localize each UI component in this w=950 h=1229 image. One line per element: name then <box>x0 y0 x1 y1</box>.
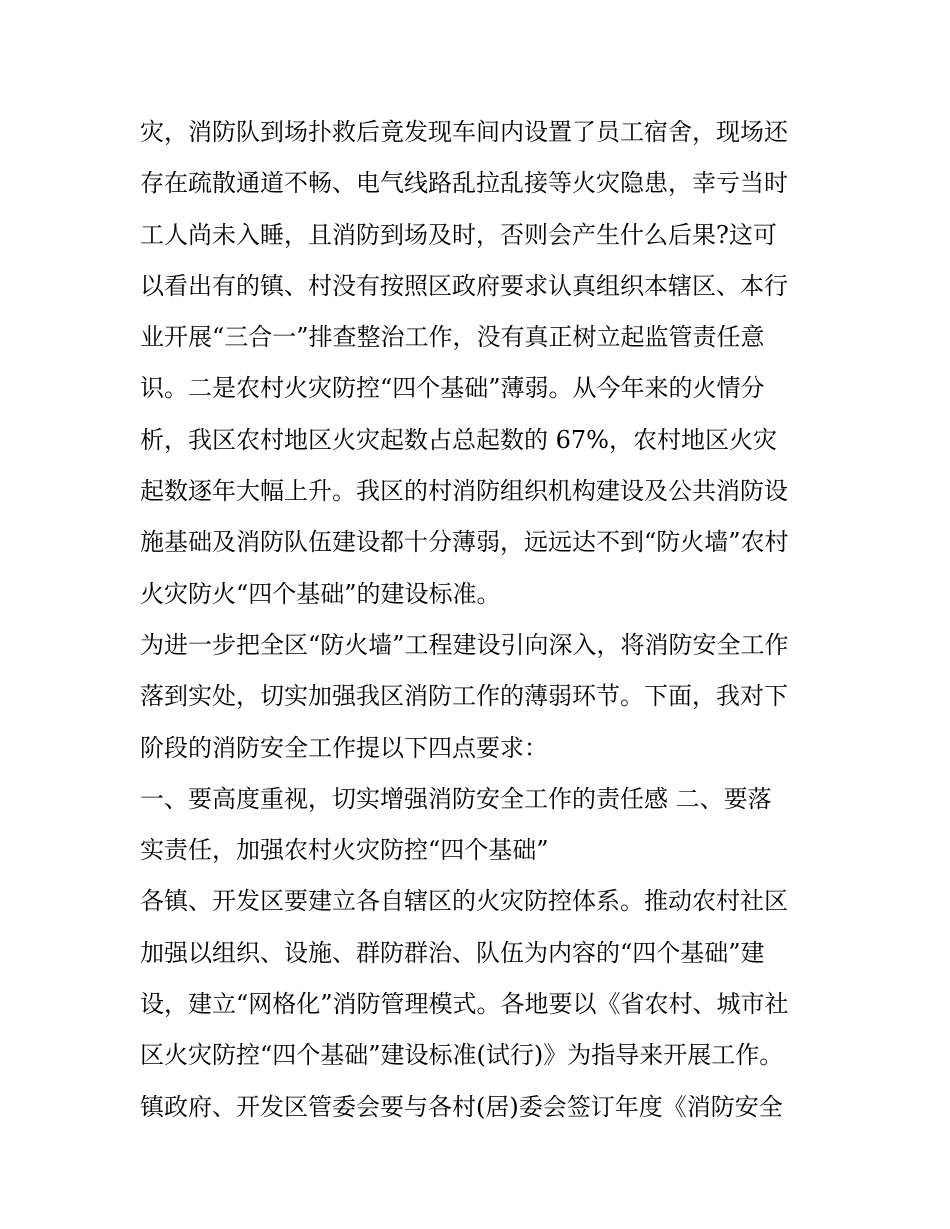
text-line: 存在疏散通道不畅、电气线路乱拉乱接等火灾隐患，幸亏当时 <box>140 169 788 198</box>
text-line: 以看出有的镇、村没有按照区政府要求认真组织本辖区、本行 <box>140 271 788 300</box>
text-line: 设，建立“网格化”消防管理模式。各地要以《省农村、城市社 <box>140 990 789 1019</box>
document-body <box>140 107 820 1133</box>
text-line: 各镇、开发区要建立各自辖区的火灾防控体系。推动农村社区 <box>140 887 788 916</box>
text-line: 工人尚未入睡，且消防到场及时，否则会产生什么后果?这可 <box>140 220 777 249</box>
text-line: 识。二是农村火灾防控“四个基础”薄弱。从今年来的火情分 <box>140 374 765 403</box>
text-line: 业开展“三合一”排查整治工作，没有真正树立起监管责任意 <box>140 323 765 352</box>
text-line: 镇政府、开发区管委会要与各村(居)委会签订年度《消防安全 <box>140 1092 783 1121</box>
text-line: 一、要高度重视，切实增强消防安全工作的责任感 二、要落 <box>140 784 772 813</box>
text-line: 火灾防火“四个基础”的建设标准。 <box>140 579 501 608</box>
text-line: 灾，消防队到场扑救后竟发现车间内设置了员工宿舍，现场还 <box>140 118 788 146</box>
text-line: 为进一步把全区“防火墙”工程建设引向深入，将消防安全工作 <box>140 630 789 659</box>
text-line: 起数逐年大幅上升。我区的村消防组织机构建设及公共消防设 <box>140 477 788 506</box>
text-line: 施基础及消防队伍建设都十分薄弱，远远达不到“防火墙”农村 <box>140 528 789 557</box>
text-line: 阶段的消防安全工作提以下四点要求： <box>140 733 548 762</box>
text-line: 落到实处，切实加强我区消防工作的薄弱环节。下面，我对下 <box>140 682 788 711</box>
text-line: 实责任，加强农村火灾防控“四个基础” <box>140 836 549 865</box>
text-line: 析，我区农村地区火灾起数占总起数的 67%，农村地区火灾 <box>140 425 777 454</box>
text-line: 加强以组织、设施、群防群治、队伍为内容的“四个基础”建 <box>140 938 765 967</box>
text-line: 区火灾防控“四个基础”建设标准(试行)》为指导来开展工作。 <box>140 1041 784 1070</box>
